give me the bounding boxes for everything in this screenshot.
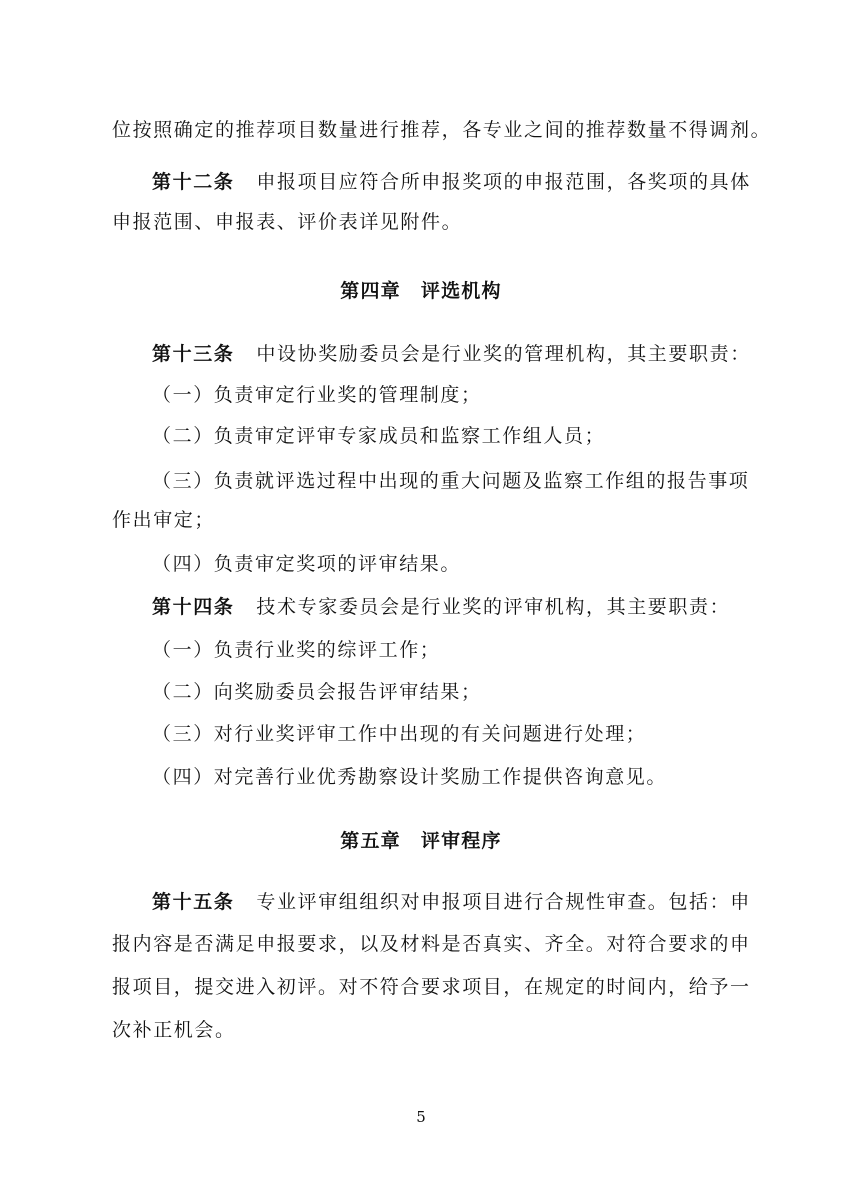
article-label: 第十五条 — [152, 891, 235, 913]
list-item: （四）对完善行业优秀勘察设计奖励工作提供咨询意见。 — [152, 766, 668, 788]
article-text: 技术专家委员会是行业奖的评审机构，其主要职责： — [256, 596, 731, 618]
article-text: 专业评审组组织对申报项目进行合规性审查。包括：申 — [256, 891, 751, 913]
chapter-5-heading — [0, 829, 842, 853]
chapter-title: 评选机构 — [420, 280, 502, 302]
article-14-line — [152, 595, 742, 619]
chapter-number: 第五章 — [340, 830, 401, 852]
chapter-number: 第四章 — [340, 280, 401, 302]
chapter-4-heading — [0, 279, 842, 303]
article-13-line — [152, 342, 751, 366]
article-label: 第十二条 — [152, 171, 235, 193]
article-15-line — [152, 890, 751, 914]
list-item: （一）负责审定行业奖的管理制度； — [152, 384, 482, 406]
list-item: （二）向奖励委员会报告评审结果； — [152, 681, 482, 703]
chapter-title: 评审程序 — [420, 830, 502, 852]
list-item: （三）对行业奖评审工作中出现的有关问题进行处理； — [152, 723, 647, 745]
article-text: 中设协奖励委员会是行业奖的管理机构，其主要职责： — [256, 343, 751, 365]
paragraph-line: 报项目，提交进入初评。对不符合要求项目，在规定的时间内，给予一 — [112, 976, 751, 998]
paragraph-line: 作出审定； — [112, 509, 216, 531]
list-item: （四）负责审定奖项的评审结果。 — [152, 553, 462, 575]
article-label: 第十三条 — [152, 343, 235, 365]
list-item: （三）负责就评选过程中出现的重大问题及监察工作组的报告事项 — [152, 470, 750, 492]
list-item: （二）负责审定评审专家成员和监察工作组人员； — [152, 425, 606, 447]
article-text: 申报项目应符合所申报奖项的申报范围，各奖项的具体 — [256, 171, 751, 193]
paragraph-line: 次补正机会。 — [112, 1019, 236, 1041]
page-number: 5 — [416, 1108, 426, 1126]
paragraph-line: 位按照确定的推荐项目数量进行推荐，各专业之间的推荐数量不得调剂。 — [112, 119, 772, 141]
list-item: （一）负责行业奖的综评工作； — [152, 639, 441, 661]
paragraph-line: 报内容是否满足申报要求，以及材料是否真实、齐全。对符合要求的申 — [112, 933, 751, 955]
article-12-line — [152, 170, 751, 194]
article-label: 第十四条 — [152, 596, 235, 618]
paragraph-line: 申报范围、申报表、评价表详见附件。 — [112, 211, 463, 233]
